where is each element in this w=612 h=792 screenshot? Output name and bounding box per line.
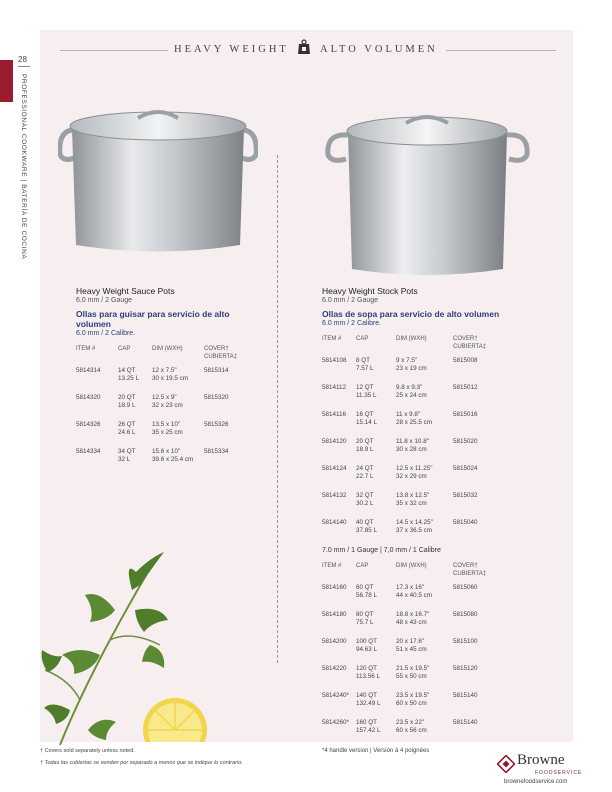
sauce-pots-table [76, 346, 252, 475]
heavy-gauge-heading: 7.0 mm / 1 Gauge | 7,0 mm / 1 Calibre [322, 547, 441, 554]
table-cell: 5814108 [322, 357, 347, 364]
sauce-pots-section [76, 286, 266, 475]
column-divider [277, 155, 278, 663]
sauce-pots-gauge: 6.0 mm / 2 Gauge [76, 297, 133, 304]
table-cell: 26 QT 24.6 L [118, 421, 136, 436]
stock2-header-1: CAP [356, 563, 369, 569]
sauce-header-2: DIM (WXH) [152, 346, 183, 352]
table-row [322, 465, 503, 492]
table-cell: 5814112 [322, 384, 347, 391]
stock-header-0: ITEM # [322, 336, 342, 342]
table-cell: 5815140 [453, 719, 478, 726]
table-cell: 5814314 [76, 367, 101, 374]
stock2-header-3: COVER† CUBIERTA‡ [453, 563, 487, 577]
table-cell: 5814240* [322, 692, 349, 699]
sauce-header-0: ITEM # [76, 346, 96, 352]
table-cell: 9.8 x 9.3" 25 x 24 cm [396, 384, 427, 399]
table-cell: 23.5 x 19.5" 60 x 50 cm [396, 692, 430, 707]
table-cell: 5815012 [453, 384, 478, 391]
table-cell: 14.5 x 14.25" 37 x 36.5 cm [396, 519, 433, 534]
table-cell: 11 x 9.8" 28 x 25.5 cm [396, 411, 433, 426]
table-cell: 5815020 [453, 438, 478, 445]
brand-tagline: FOODSERVICE [535, 770, 583, 776]
table-cell: 9 x 7.5" 23 x 19 cm [396, 357, 427, 372]
table-cell: 12 x 7.5" 30 x 19.5 cm [152, 367, 189, 382]
stock2-header-2: DIM (WXH) [396, 563, 427, 569]
table-cell: 5814140 [322, 519, 347, 526]
table-cell: 5815314 [204, 367, 229, 374]
weight-icon [297, 39, 311, 55]
table-cell: 100 QT 94.63 L [356, 638, 378, 653]
table-cell: 8 QT 7.57 L [356, 357, 374, 372]
table-cell: 34 QT 32 L [118, 448, 136, 463]
brand-name: Browne [517, 752, 565, 768]
header-title-en: HEAVY WEIGHT [174, 44, 289, 55]
header-rule-right [446, 50, 556, 51]
stock-pot-image [320, 103, 535, 281]
header-rule-left [60, 50, 168, 51]
table-row [322, 492, 503, 519]
table-row [76, 448, 252, 475]
table-row [322, 665, 503, 692]
table-cell: 5814334 [76, 448, 101, 455]
sauce-header-3: COVER† CUBIERTA‡ [204, 346, 238, 360]
table-cell: 5814160 [322, 584, 347, 591]
stock-pots-title: Heavy Weight Stock Pots [322, 286, 418, 296]
table-row [322, 411, 503, 438]
sauce-pots-title-es: Ollas para guisar para servicio de alto volumen [76, 309, 230, 329]
table-cell: 5815120 [453, 665, 478, 672]
table-cell: 17.3 x 16" 44 x 40.5 cm [396, 584, 433, 599]
table-cell: 5815024 [453, 465, 478, 472]
footnote-covers: † Covers sold separately unless noted. [40, 748, 135, 754]
table-row [322, 692, 503, 719]
table-cell: 5815320 [204, 394, 229, 401]
page-number: 28 [18, 55, 27, 64]
sauce-header-1: CAP [118, 346, 131, 352]
table-cell: 20 QT 18.9 L [118, 394, 136, 409]
table-cell: 11.8 x 10.8" 30 x 28 cm [396, 438, 429, 453]
table-row [322, 438, 503, 465]
table-cell: 80 QT 75.7 L [356, 611, 374, 626]
table-cell: 5815334 [204, 448, 229, 455]
browne-logo-icon [497, 755, 515, 773]
table-cell: 21.5 x 19.5" 55 x 50 cm [396, 665, 430, 680]
brand-url[interactable]: brownefoodservice.com [504, 779, 568, 785]
table-cell: 5814116 [322, 411, 347, 418]
table-cell: 5815008 [453, 357, 478, 364]
table-cell: 20 QT 18.9 L [356, 438, 374, 453]
section-tab [0, 60, 13, 102]
four-handle-note: *4 handle version | Versión à 4 poignées [322, 748, 430, 754]
table-cell: 120 QT 113.56 L [356, 665, 381, 680]
table-row [322, 611, 503, 638]
table-cell: 5814320 [76, 394, 101, 401]
stock-pots-section [322, 286, 522, 754]
lemon-slice-decoration [140, 692, 210, 742]
table-cell: 12.5 x 9" 32 x 23 cm [152, 394, 183, 409]
table-cell: 5815080 [453, 611, 478, 618]
stock-header-1: CAP [356, 336, 369, 342]
table-row [76, 367, 252, 394]
stock-pots-title-es: Ollas de sopa para servicio de alto volumen [322, 309, 500, 319]
table-cell: 5814120 [322, 438, 347, 445]
section-side-label: PROFESSIONAL COOKWARE | BATERÍA DE COCINA [20, 74, 27, 260]
table-cell: 16 QT 15.14 L [356, 411, 378, 426]
table-row [322, 584, 503, 611]
table-cell: 5815040 [453, 519, 478, 526]
table-cell: 32 QT 30.2 L [356, 492, 374, 507]
table-cell: 160 QT 157.42 L [356, 719, 381, 734]
stock-pots-gauge: 6.0 mm / 2 Gauge [322, 297, 379, 304]
stock-header-3: COVER† CUBIERTA‡ [453, 336, 487, 350]
table-cell: 60 QT 56.78 L [356, 584, 378, 599]
table-cell: 5814132 [322, 492, 347, 499]
stock-header-2: DIM (WXH) [396, 336, 427, 342]
table-row [76, 421, 252, 448]
table-cell: 5814124 [322, 465, 347, 472]
stock-pots-heavy-table [322, 563, 503, 746]
table-cell: 40 QT 37.85 L [356, 519, 378, 534]
table-cell: 5814180 [322, 611, 347, 618]
stock2-header-0: ITEM # [322, 563, 342, 569]
table-cell: 12.5 x 11.25" 32 x 29 cm [396, 465, 433, 480]
table-cell: 5815100 [453, 638, 478, 645]
table-cell: 23.5 x 22" 60 x 56 cm [396, 719, 427, 734]
table-row [322, 519, 503, 546]
table-row [322, 384, 503, 411]
table-cell: 24 QT 22.7 L [356, 465, 374, 480]
table-cell: 5814220 [322, 665, 347, 672]
footnote-covers-es: † Todas las cubiertas se venden por separado a menos que se indique lo contrario. [40, 760, 243, 766]
table-row [322, 357, 503, 384]
table-cell: 15.6 x 10" 39.6 x 25.4 cm [152, 448, 194, 463]
table-cell: 14 QT 13.25 L [118, 367, 140, 382]
table-cell: 20 x 17.6" 51 x 45 cm [396, 638, 427, 653]
stock-pots-table [322, 336, 503, 546]
table-row [322, 719, 503, 746]
table-cell: 5814326 [76, 421, 101, 428]
table-cell: 140 QT 132.49 L [356, 692, 381, 707]
page-number-rule [18, 66, 30, 67]
table-cell: 13.5 x 10" 35 x 25 cm [152, 421, 183, 436]
table-cell: 5815032 [453, 492, 478, 499]
table-row [76, 394, 252, 421]
table-cell: 5815140 [453, 692, 478, 699]
table-cell: 5814260* [322, 719, 349, 726]
table-cell: 5815060 [453, 584, 478, 591]
sauce-pots-title: Heavy Weight Sauce Pots [76, 286, 175, 296]
sauce-pots-gauge-es: 6.0 mm / 2 Calibre. [76, 330, 136, 337]
table-cell: 5815326 [204, 421, 229, 428]
table-cell: 5815016 [453, 411, 478, 418]
table-row [322, 638, 503, 665]
table-cell: 18.8 x 16.7" 48 x 43 cm [396, 611, 430, 626]
header-title-es: ALTO VOLUMEN [320, 44, 438, 55]
sauce-pot-image [58, 100, 258, 260]
table-cell: 12 QT 11.35 L [356, 384, 377, 399]
table-cell: 5814200 [322, 638, 347, 645]
table-cell: 13.8 x 12.5" 35 x 32 cm [396, 492, 430, 507]
stock-pots-gauge-es: 6.0 mm / 2 Calibre. [322, 320, 382, 327]
